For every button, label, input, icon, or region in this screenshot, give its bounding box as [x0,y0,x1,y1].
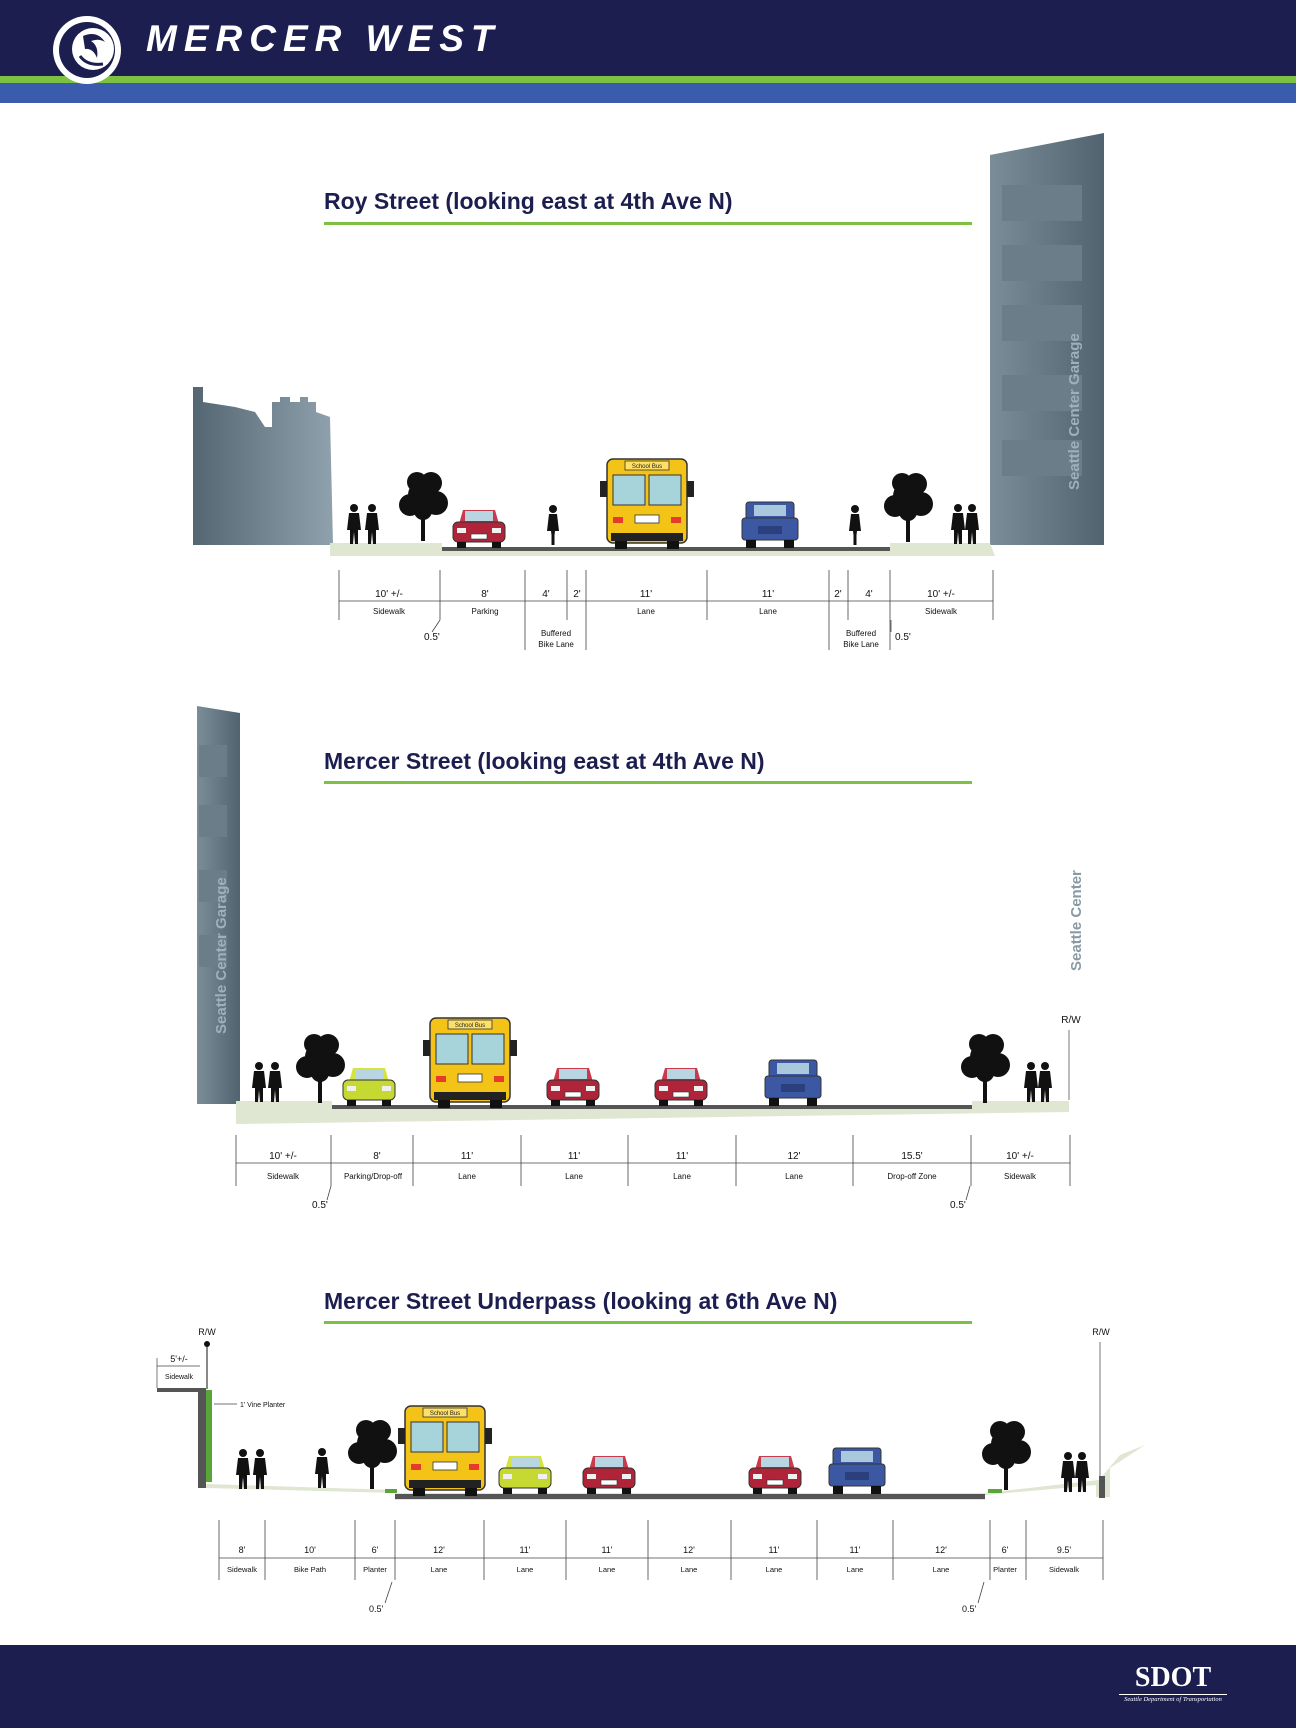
underpass-offset-label: 0.5' [962,1604,977,1614]
mercer-dim-label: Lane [673,1172,691,1181]
cyclist-icon [547,505,559,545]
roy-street-title: Roy Street (looking east at 4th Ave N) [324,188,733,214]
mercer-dim-value: 11' [460,1151,474,1162]
mercer-dim-label: Sidewalk [1003,1172,1037,1181]
roy-bike-lane-label: Buffered [845,629,877,638]
underpass-dim-label: Sidewalk [226,1565,258,1574]
blue-truck-icon [829,1448,885,1494]
pedestrian-icon [365,504,379,544]
roy-dim-value: 2' [834,589,842,600]
seattle-center-label: Seattle Center [1068,870,1085,971]
underpass-dim-label: Planter [993,1565,1017,1574]
roy-offset-label: 0.5' [895,632,911,643]
underpass-dim-label: Lane [846,1565,864,1574]
sdot-logo-rule [1119,1694,1227,1695]
seattle-center-garage-label: Seattle Center Garage [1066,333,1083,490]
roy-dim-value: 8' [481,589,489,600]
pedestrian-icon [1024,1062,1038,1102]
pedestrian-icon [252,1062,266,1102]
upper-sidewalk-value: 5'+/- [170,1354,188,1364]
underpass-dim-value: 6' [371,1545,379,1555]
underpass-dim-label: Sidewalk [1048,1565,1080,1574]
roadway [332,1105,972,1109]
mercer-offset-label: 0.5' [312,1200,328,1211]
sdot-logo-subtitle: Seattle Department of Transportation [1124,1696,1222,1703]
roy-offset-label: 0.5' [424,632,440,643]
pedestrian-icon [268,1062,282,1102]
footer-bar [0,1645,1296,1728]
planter-strip [988,1489,1002,1493]
roy-dim-value: 10' +/- [927,589,955,600]
school-bus-icon [423,1018,517,1108]
roy-dim-value: 4' [542,589,550,600]
mercer-dim-label: Sidewalk [266,1172,300,1181]
upper-sidewalk-label: Sidewalk [164,1374,194,1381]
pedestrian-icon [1038,1062,1052,1102]
blue-truck-icon [742,502,798,548]
underpass-dim-value: 12' [433,1545,445,1555]
mercer-dim-value: 11' [675,1151,689,1162]
pedestrian-icon [315,1448,329,1488]
retaining-wall [198,1388,206,1488]
mercer-offset-label: 0.5' [950,1200,966,1211]
tree-icon [982,1421,1031,1490]
underpass-title: Mercer Street Underpass (looking at 6th Ave N) [324,1288,838,1314]
right-of-way-label: R/W [198,1327,216,1337]
underpass-dim-label: Lane [680,1565,698,1574]
roy-dim-value: 2' [573,589,581,600]
tree-icon [961,1034,1010,1103]
underpass-dim-value: 11' [519,1545,531,1555]
sdot-logo [1113,1663,1233,1703]
red-car-icon [749,1456,801,1494]
underpass-dim-label: Lane [598,1565,616,1574]
green-car-icon [499,1456,551,1494]
roy-bike-lane-label: Buffered [540,629,572,638]
left-building-shape [193,387,333,545]
roy-bike-lane-label: Bike Lane [538,640,574,649]
roy-dim-value: 10' +/- [375,589,403,600]
underpass-dim-value: 10' [304,1545,316,1555]
tree-icon [348,1420,397,1489]
underpass-dim-value: 12' [683,1545,695,1555]
sdot-logo-text: SDOT [1134,1662,1212,1693]
red-car-icon [655,1068,707,1106]
mercer-street-title: Mercer Street (looking east at 4th Ave N) [324,748,765,774]
pedestrian-icon [253,1449,267,1489]
blue-truck-icon [765,1060,821,1106]
ground-profile [236,1101,1069,1124]
underpass-dim-value: 9.5' [1056,1545,1072,1555]
roy-dim-value: 11' [761,589,775,600]
upper-sidewalk-slab [157,1388,200,1392]
mercer-dim-value: 10' +/- [269,1151,297,1162]
mercer-dim-label: Lane [785,1172,803,1181]
roy-dim-label: Sidewalk [372,607,406,616]
tree-icon [884,473,933,542]
vine-planter [206,1390,212,1482]
planter-strip [385,1489,397,1493]
underpass-dim-value: 11' [768,1545,780,1555]
school-bus-icon [398,1406,492,1496]
roadway [395,1494,985,1499]
school-bus-icon [600,459,694,549]
mercer-dim-value: 12' [787,1151,801,1162]
underpass-dimension-lines [219,1520,1103,1580]
roy-dim-label: Lane [759,607,777,616]
mercer-dim-label: Parking/Drop-off [343,1172,403,1181]
right-of-way-label: R/W [1061,1015,1081,1026]
abutment-wall [1099,1476,1105,1498]
tree-icon [296,1034,345,1103]
header-title: MERCER WEST [146,18,501,59]
pedestrian-icon [951,504,965,544]
roy-dim-label: Sidewalk [924,607,958,616]
red-car-icon [453,510,505,548]
seattle-center-garage-label: Seattle Center Garage [213,877,230,1034]
underpass-dim-value: 6' [1001,1545,1009,1555]
right-of-way-label: R/W [1092,1327,1110,1337]
mercer-dim-label: Drop-off Zone [887,1172,937,1181]
underpass-dim-value: 12' [935,1545,947,1555]
roadway [442,547,890,551]
underpass-dim-label: Lane [430,1565,448,1574]
roy-street-drawing [193,133,1104,650]
mercer-dim-value: 15.5' [901,1151,923,1162]
underpass-dim-label: Lane [516,1565,534,1574]
green-car-icon [343,1068,395,1106]
mercer-street-drawing [197,706,1085,1211]
pedestrian-icon [347,504,361,544]
underpass-offset-label: 0.5' [369,1604,384,1614]
cyclist-icon [849,505,861,545]
underpass-dim-value: 8' [238,1545,246,1555]
underpass-dim-label: Planter [363,1565,387,1574]
underpass-dim-label: Bike Path [293,1565,327,1574]
pedestrian-icon [965,504,979,544]
mercer-dim-value: 10' +/- [1006,1151,1034,1162]
mercer-dim-value: 8' [373,1151,381,1162]
roy-bike-lane-label: Bike Lane [843,640,879,649]
tree-icon [399,472,448,541]
mercer-dim-value: 11' [567,1151,581,1162]
pedestrian-icon [236,1449,250,1489]
mercer-dim-label: Lane [565,1172,583,1181]
red-car-icon [547,1068,599,1106]
underpass-dim-value: 11' [849,1545,861,1555]
vine-planter-note: 1' Vine Planter [240,1402,286,1409]
roy-dim-label: Parking [471,607,499,616]
underpass-dim-label: Lane [765,1565,783,1574]
underpass-dim-value: 11' [601,1545,613,1555]
roy-dim-value: 11' [639,589,653,600]
underpass-dim-label: Lane [932,1565,950,1574]
underpass-drawing [157,1327,1145,1614]
roy-dim-label: Lane [637,607,655,616]
red-car-icon [583,1456,635,1494]
mercer-dim-label: Lane [458,1172,476,1181]
roy-dim-value: 4' [865,589,873,600]
